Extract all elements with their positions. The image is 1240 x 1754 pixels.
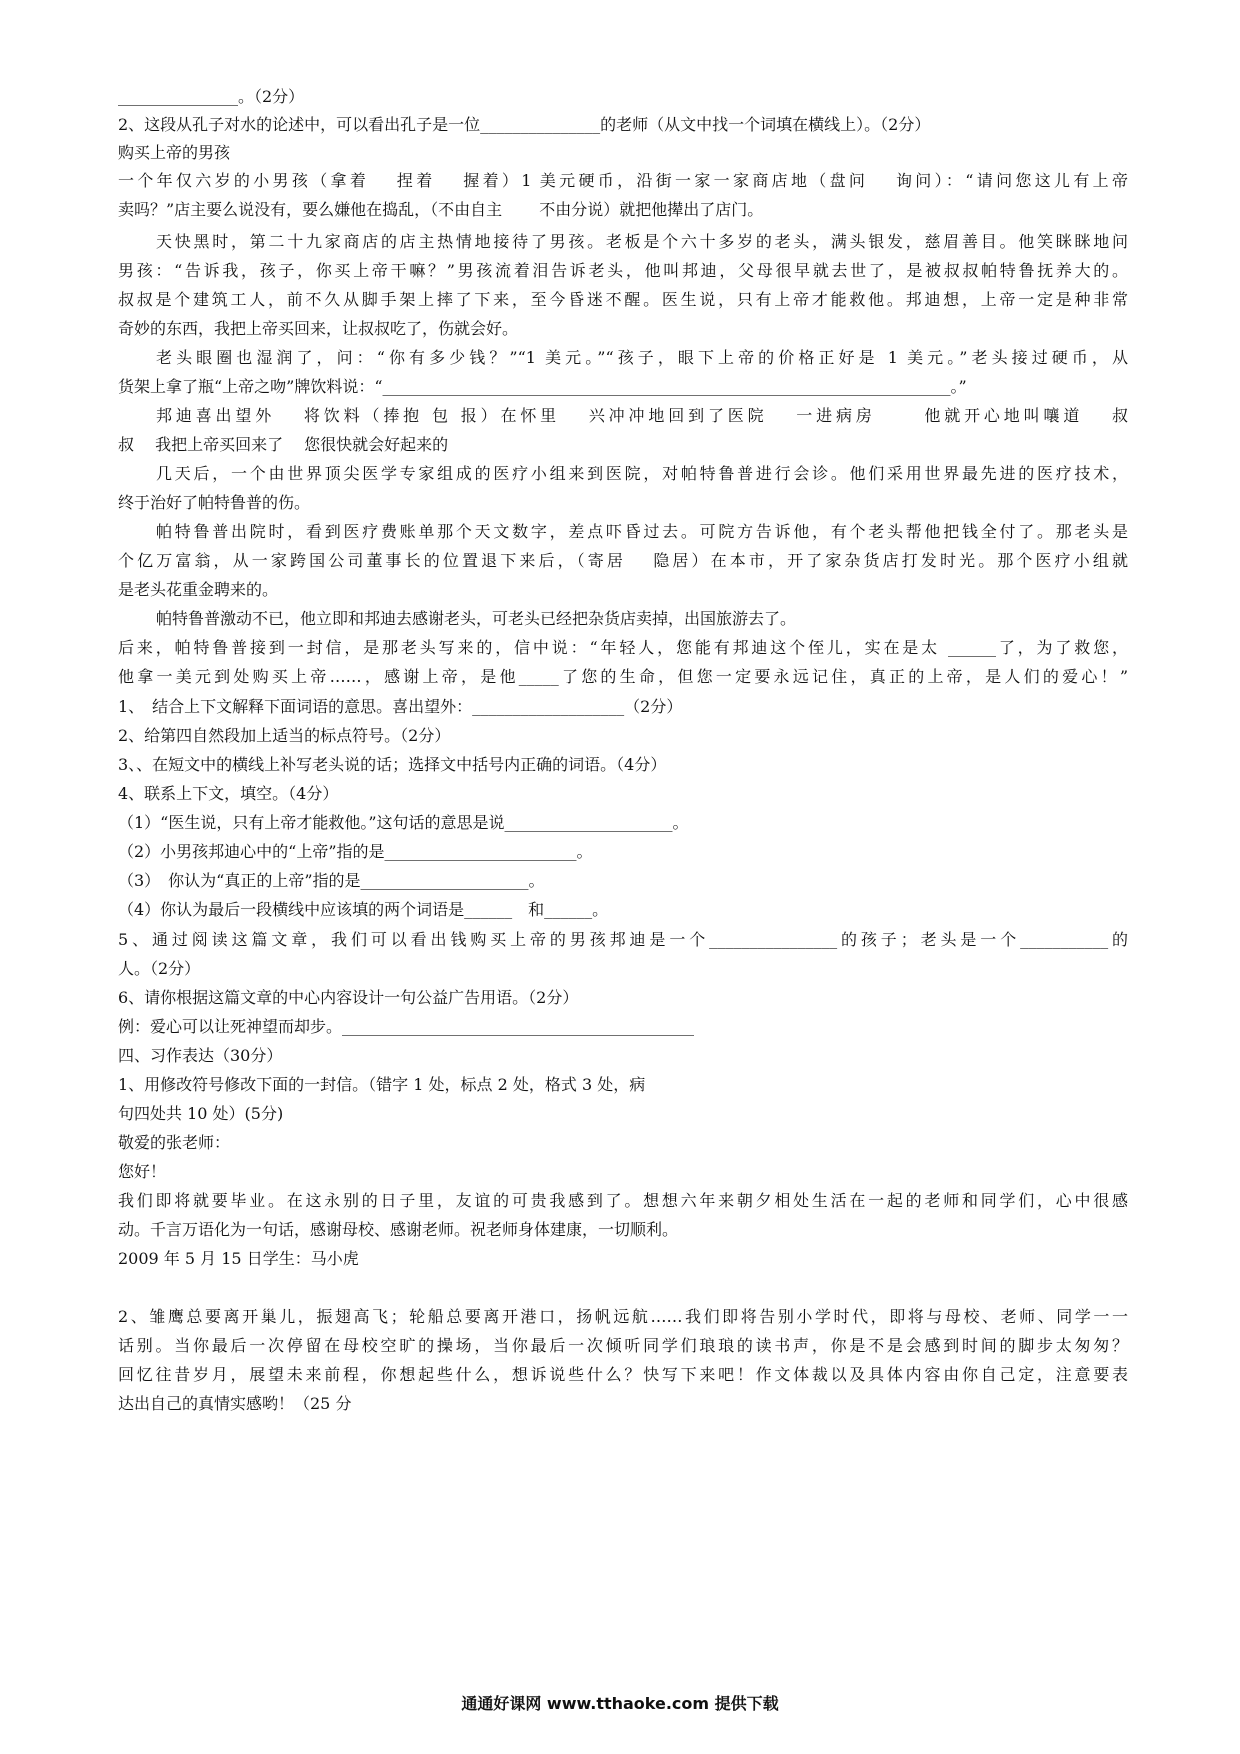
question-line: 1、用修改符号修改下面的一封信。（错字 1 处，标点 2 处，格式 3 处，病 — [118, 1075, 646, 1094]
essay-prompt-line: 2、雏鹰总要离开巢儿，振翅高飞；轮船总要离开港口，扬帆远航……我们即将告别小学时代，即将与母校、老师、同学一一 — [118, 1307, 1128, 1326]
paragraph-line: 是老头花重金聘来的。 — [118, 580, 279, 599]
letter-line: 您好！ — [118, 1162, 167, 1181]
passage-title: 购买上帝的男孩 — [118, 143, 231, 162]
paragraph-line: 男孩：“告诉我，孩子，你买上帝干嘛？”男孩流着泪告诉老头，他叫邦迪，父母很早就去世了，是被叔叔帕特鲁抚养大的。 — [118, 261, 1128, 280]
question-line: （4）你认为最后一段横线中应该填的两个词语是______ 和______。 — [118, 900, 609, 919]
essay-prompt-line: 回忆往昔岁月，展望未来前程，你想起些什么，想诉说些什么？快写下来吧！作文体裁以及具体内容由你自己定，注意要表 — [118, 1365, 1128, 1384]
text-line: _______________。（2分） — [118, 87, 305, 106]
footer-credit: 通通好课网 www.tthaoke.com 提供下载 — [461, 1694, 779, 1713]
paragraph-line: 帕特鲁普出院时，看到医疗费账单那个天文数字，差点吓昏过去。可院方告诉他，有个老头帮他把钱全付了。那老头是 — [156, 522, 1128, 541]
question-line: 例：爱心可以让死神望而却步。____________________________________________ — [118, 1017, 695, 1036]
question-line: 句四处共 10 处）(5分) — [118, 1104, 284, 1123]
paragraph-line: 卖吗？”店主要么说没有，要么嫌他在捣乱，（不由自主 不由分说）就把他撵出了店门。 — [118, 200, 764, 219]
paragraph-line: 几天后，一个由世界顶尖医学专家组成的医疗小组来到医院，对帕特鲁普进行会诊。他们采用世界最先进的医疗技术， — [156, 464, 1128, 483]
paragraph-line: 个亿万富翁，从一家跨国公司董事长的位置退下来后，（寄居 隐居）在本市，开了家杂货店打发时光。那个医疗小组就 — [118, 551, 1128, 570]
letter-line: 敬爱的张老师： — [118, 1133, 231, 1152]
question-line: 2、这段从孔子对水的论述中，可以看出孔子是一位_______________的老师（从文中找一个词填在横线上）。（2分） — [118, 115, 931, 134]
paragraph-line: 邦迪喜出望外 将饮料（捧抱 包 报）在怀里 兴冲冲地回到了医院 一进病房 他就开心地叫嚷道 叔 — [156, 406, 1128, 425]
question-line: 人。（2分） — [118, 959, 201, 978]
paragraph-line: 帕特鲁普激动不已，他立即和邦迪去感谢老头，可老头已经把杂货店卖掉，出国旅游去了。 — [156, 609, 797, 628]
section-heading: 四、习作表达（30分） — [118, 1046, 283, 1065]
question-line: 1、 结合上下文解释下面词语的意思。喜出望外：___________________（2分） — [118, 697, 683, 716]
question-line: 6、请你根据这篇文章的中心内容设计一句公益广告用语。（2分） — [118, 988, 579, 1007]
paragraph-line: 奇妙的东西，我把上帝买回来，让叔叔吃了，伤就会好。 — [118, 319, 519, 338]
essay-prompt-line: 达出自己的真情实感哟！（25 分 — [118, 1394, 352, 1413]
paragraph-line: 叔叔是个建筑工人，前不久从脚手架上摔了下来，至今昏迷不醒。医生说，只有上帝才能救他。邦迪想，上帝一定是种非常 — [118, 290, 1128, 309]
paragraph-line: 天快黑时，第二十九家商店的店主热情地接待了男孩。老板是个六十多岁的老头，满头银发，慈眉善目。他笑眯眯地问 — [156, 232, 1128, 251]
letter-line: 我们即将就要毕业。在这永别的日子里，友谊的可贵我感到了。想想六年来朝夕相处生活在一起的老师和同学们，心中很感 — [118, 1191, 1128, 1210]
question-line: （2）小男孩邦迪心中的“上帝”指的是________________________。 — [118, 842, 593, 861]
paragraph-line: 叔 我把上帝买回来了 您很快就会好起来的 — [118, 435, 449, 454]
question-line: 3、、在短文中的横线上补写老头说的话；选择文中括号内正确的词语。（4分） — [118, 755, 667, 774]
essay-prompt-line: 话别。当你最后一次停留在母校空旷的操场，当你最后一次倾听同学们琅琅的读书声，你是不是会感到时间的脚步太匆匆？ — [118, 1336, 1128, 1355]
letter-line: 2009 年 5 月 15 日学生：马小虎 — [118, 1249, 359, 1268]
letter-line: 动。千言万语化为一句话，感谢母校、感谢老师。祝老师身体建康，一切顺利。 — [118, 1220, 679, 1239]
paragraph-line: 终于治好了帕特鲁普的伤。 — [118, 493, 311, 512]
question-line: （3） 你认为“真正的上帝”指的是_____________________。 — [118, 871, 545, 890]
paragraph-line: 货架上拿了瓶“上帝之吻”牌饮料说：“_______________________________________________________________________。” — [118, 377, 967, 396]
paragraph-line: 他拿一美元到处购买上帝……，感谢上帝，是他_____了您的生命，但您一定要永远记住，真正的上帝，是人们的爱心！” — [118, 667, 1128, 686]
question-line: 2、给第四自然段加上适当的标点符号。（2分） — [118, 726, 451, 745]
question-line: （1）“医生说，只有上帝才能救他。”这句话的意思是说_____________________。 — [118, 813, 689, 832]
paragraph-line: 一个年仅六岁的小男孩（拿着 捏着 握着）1 美元硬币，沿街一家一家商店地（盘问 询问）：“请问您这儿有上帝 — [118, 171, 1128, 190]
question-line: 4、联系上下文，填空。（4分） — [118, 784, 339, 803]
question-line: 5、通过阅读这篇文章，我们可以看出钱购买上帝的男孩邦迪是一个________________的孩子；老头是一个___________的 — [118, 930, 1128, 949]
paragraph-line: 老头眼圈也湿润了，问：“你有多少钱？”“1 美元。”“孩子，眼下上帝的价格正好是 1 美元。”老头接过硬币，从 — [156, 348, 1128, 367]
paragraph-line: 后来，帕特鲁普接到一封信，是那老头写来的，信中说：“年轻人，您能有邦迪这个侄儿，实在是太 ______了，为了救您， — [118, 638, 1128, 657]
